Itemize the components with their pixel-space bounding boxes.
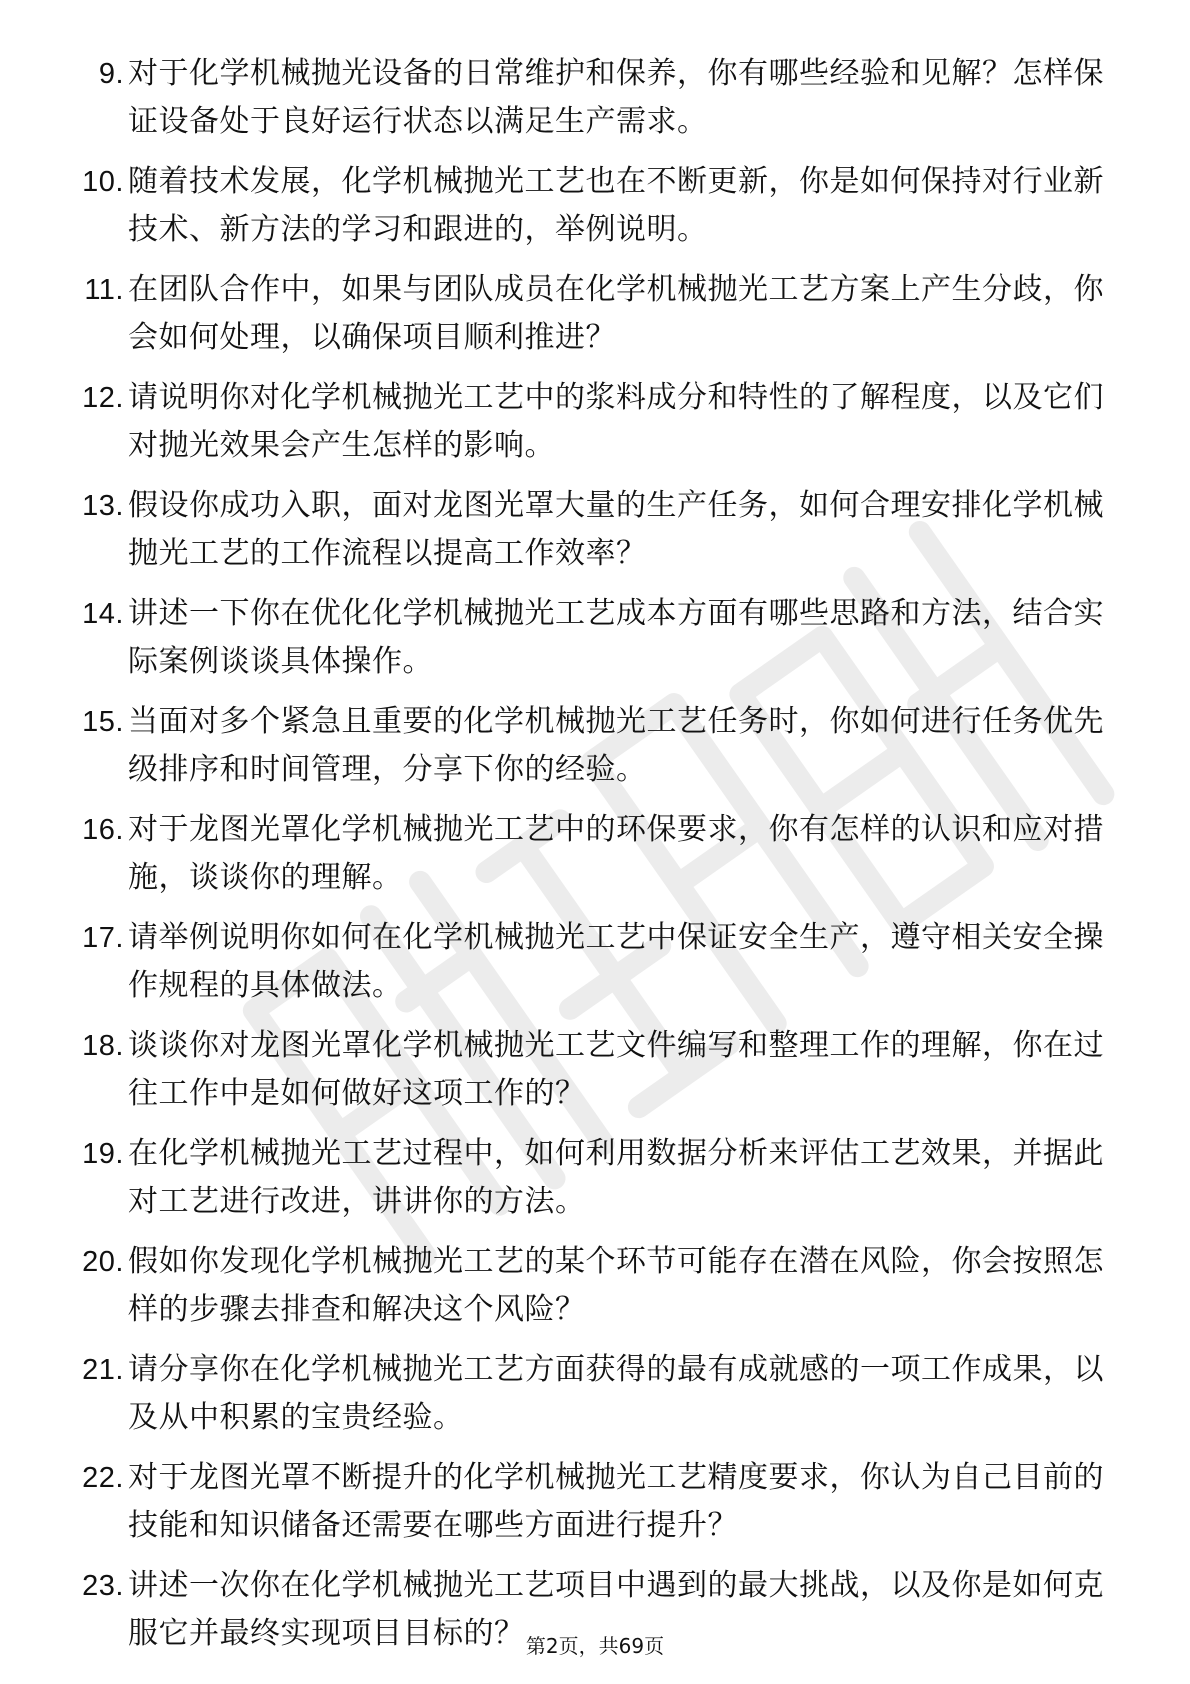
question-number: 16. [82,814,124,846]
question-text: 对于龙图光罩不断提升的化学机械抛光工艺精度要求，你认为自己目前的技能和知识储备还需要在哪些方面进行提升？ [128,1460,1104,1543]
question-item [58,1346,1118,1442]
question-number: 14. [82,598,124,630]
question-list [58,50,1118,1670]
question-text: 谈谈你对龙图光罩化学机械抛光工艺文件编写和整理工作的理解，你在过往工作中是如何做好这项工作的？ [128,1028,1104,1111]
question-text: 随着技术发展，化学机械抛光工艺也在不断更新，你是如何保持对行业新技术、新方法的学习和跟进的，举例说明。 [128,164,1104,247]
question-number: 12. [82,382,124,414]
question-number: 13. [82,490,124,522]
question-text: 请分享你在化学机械抛光工艺方面获得的最有成就感的一项工作成果，以及从中积累的宝贵经验。 [128,1352,1104,1435]
question-number: 19. [82,1138,124,1170]
question-item [58,50,1118,146]
question-item [58,374,1118,470]
question-text: 在化学机械抛光工艺过程中，如何利用数据分析来评估工艺效果，并据此对工艺进行改进，讲讲你的方法。 [128,1136,1104,1219]
question-text: 假如你发现化学机械抛光工艺的某个环节可能存在潜在风险，你会按照怎样的步骤去排查和解决这个风险？ [128,1244,1104,1327]
question-item [58,266,1118,362]
question-number: 18. [82,1030,124,1062]
question-number: 11. [84,274,124,306]
question-text: 讲述一下你在优化化学机械抛光工艺成本方面有哪些思路和方法，结合实际案例谈谈具体操作。 [128,596,1104,679]
question-item [58,698,1118,794]
question-item [58,158,1118,254]
question-item [58,1022,1118,1118]
question-item [58,482,1118,578]
question-item [58,590,1118,686]
question-item [58,806,1118,902]
question-number: 20. [82,1246,124,1278]
question-text: 请举例说明你如何在化学机械抛光工艺中保证安全生产，遵守相关安全操作规程的具体做法。 [128,920,1104,1003]
question-number: 23. [82,1570,124,1602]
question-text: 当面对多个紧急且重要的化学机械抛光工艺任务时，你如何进行任务优先级排序和时间管理，分享下你的经验。 [128,704,1104,787]
question-text: 对于化学机械抛光设备的日常维护和保养，你有哪些经验和见解？怎样保证设备处于良好运行状态以满足生产需求。 [128,56,1104,139]
question-number: 21. [82,1354,124,1386]
question-text: 请说明你对化学机械抛光工艺中的浆料成分和特性的了解程度，以及它们对抛光效果会产生怎样的影响。 [128,380,1104,463]
question-number: 9. [98,58,124,90]
question-text: 假设你成功入职，面对龙图光罩大量的生产任务，如何合理安排化学机械抛光工艺的工作流程以提高工作效率？ [128,488,1104,571]
question-item [58,1130,1118,1226]
question-number: 10. [82,166,124,198]
question-item [58,1454,1118,1550]
question-number: 15. [82,706,124,738]
question-number: 22. [82,1462,124,1494]
question-number: 17. [82,922,124,954]
page-footer [0,1630,1190,1659]
question-item [58,1238,1118,1334]
page-number-label: 第2页，共69页 [525,1634,665,1658]
question-text: 在团队合作中，如果与团队成员在化学机械抛光工艺方案上产生分歧，你会如何处理，以确保项目顺利推进？ [128,272,1104,355]
question-item [58,914,1118,1010]
question-text: 讲述一次你在化学机械抛光工艺项目中遇到的最大挑战，以及你是如何克服它并最终实现项目目标的？ [128,1568,1104,1651]
question-text: 对于龙图光罩化学机械抛光工艺中的环保要求，你有怎样的认识和应对措施，谈谈你的理解。 [128,812,1104,895]
